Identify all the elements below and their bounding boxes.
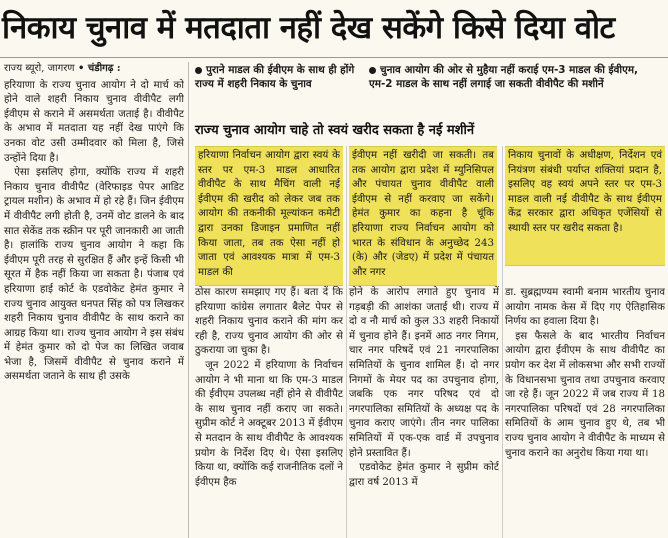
highlight-box: हरियाणा निर्वाचन आयोग द्वारा स्वयं के स्तर पर एम-3 माडल आधारित वीवीपैट के साथ मैचिंग वाली नई ईवीएम की खरीद को लेकर जब तक आयोग की तकनीकी मूल्यांकन कमेटी द्वारा उनका डिजाइन प्रमाणित नहीं किया जाता, तब तक ऐसा नहीं हो जाता एवं आवश्यक मात्रा में एम-3 माडल की [195, 146, 343, 286]
bullet-point: पुराने माडल की ईवीएम के साथ ही होंगे राज्य में शहरी निकाय के चुनाव [195, 64, 355, 90]
column-divider [502, 146, 503, 538]
bullet-icon [195, 67, 202, 74]
paragraph: हरियाणा के राज्य चुनाव आयोग ने दो मार्च को होने वाले शहरी निकाय चुनाव वीवीपैट लगी ईवीएम से कराने में असमर्थता जताई है। वीवीपैट के अभाव में मतदाता यह नहीं देख पाएंगे कि उनका वोट उसी उम्मीदवार को मिला है, जिसे उन्होंने दिया है। [4, 79, 184, 164]
highlight-box: ईवीएम नहीं खरीदी जा सकती। तब तक आयोग द्वारा प्रदेश में म्युनिसिपल और पंचायत चुनाव वीवीपैट वाली ईवीएम से नहीं करवाए जा सकेंगे। हेमंत कुमार का कहना है चूंकि हरियाणा राज्य निर्वाचन आयोग को भारत के संविधान के अनुच्छेद 243 (के) और (जेडए) में प्रदेश में पंचायत और नगर [349, 146, 497, 286]
byline: राज्य ब्यूरो, जागरण • चंडीगढ़ : [4, 63, 121, 74]
column-2 [195, 286, 343, 538]
column-4 [505, 286, 665, 538]
byline-source: राज्य ब्यूरो, जागरण [4, 63, 75, 74]
paragraph: ऐसा इसलिए होगा, क्योंकि राज्य में शहरी निकाय चुनाव वीवीपैट (वेरिफाइड पेपर आडिट ट्रायल मशीन) के अभाव में हो रहे हैं। जिन ईवीएम में वीवीपैट लगी होती है, उनमें वोट डालने के बाद सात सेकेंड तक स्क्रीन पर पूरी जानकारी आ जाती है। हालांकि राज्य चुनाव आयोग ने कहा कि ईवीएम पूरी तरह से सुरक्षित हैं और इन्हें किसी भी सूरत में हैक नहीं किया जा सकता है। पंजाब एवं हरियाणा हाई कोर्ट के एडवोकेट हेमंत कुमार ने राज्य चुनाव आयुक्त धनपत सिंह को पत्र लिखकर शहरी निकाय चुनाव वीवीपैट के साथ कराने का आग्रह किया था। राज्य चुनाव आयोग ने इस संबंध में हेमंत कुमार को दो पेज का लिखित जवाब भेजा है, जिसमें वीवीपैट से चुनाव कराने में असमर्थता जताने के साथ ही उसके [4, 167, 184, 383]
highlight-box: निकाय चुनावों के अधीक्षण, निर्देशन एवं नियंत्रण संबंधी पर्याप्त शक्तियां प्रदान है, इसलिए वह स्वयं अपने स्तर पर एम-3 माडल वाली नई वीवीपैट के साथ ईवीएम केंद्र सरकार द्वारा अधिकृत एजेंसियों से स्थायी स्तर पर खरीद सकता है। [505, 146, 665, 266]
bullet-icon [369, 67, 376, 74]
paragraph: डा. सुब्रह्मण्यम स्वामी बनाम भारतीय चुनाव आयोग नामक केस में दिए गए ऐतिहासिक निर्णय का हवाला दिया है। [505, 287, 665, 328]
column-3 [349, 286, 499, 538]
paragraph: होने के आरोप लगाते हुए चुनाव में गड़बड़ी की आशंका जताई थी। राज्य में दो व नौ मार्च को कुल 33 शहरी निकायों में चुनाव होने हैं। इनमें आठ नगर निगम, चार नगर परिषदें एवं 21 नगरपालिका समितियों के चुनाव शामिल हैं। दो नगर निगमों के मेयर पद का उपचुनाव होगा, जबकि एक नगर परिषद एवं दो नगरपालिका समितियों के अध्यक्ष पद के चुनाव कराए जाएंगे। तीन नगर पालिका समितियों में एक-एक वार्ड में उपचुनाव होने प्रस्तावित हैं। [349, 287, 499, 459]
paragraph: ठोस कारण समझाए गए हैं। बता दें कि हरियाणा कांग्रेस लगातार बैलेट पेपर से शहरी निकाय चुनाव कराने की मांग कर रही है, राज्य चुनाव आयोग की ओर से ठुकराया जा चुका है। [195, 287, 343, 357]
bullet-points [195, 62, 665, 114]
bullet-point: चुनाव आयोग की ओर से मुहैया नहीं कराई एम-3 माडल की ईवीएम, एम-2 माडल के साथ नहीं लगाई जा सकती वीवीपैट की मशीनें [369, 64, 638, 90]
column-divider [346, 146, 347, 538]
column-divider [188, 62, 189, 538]
column-1 [4, 62, 184, 538]
paragraph: जून 2022 में हरियाणा के निर्वाचन आयोग ने भी माना था कि एम-3 माडल की ईवीएम उपलब्ध नहीं होने से वीवीपैट के साथ चुनाव नहीं कराए जा सकते। सुप्रीम कोर्ट ने अक्टूबर 2013 में ईवीएम से मतदान के साथ वीवीपैट के आवश्यक प्रयोग के निर्देश दिए थे। ऐसा इसलिए किया था, क्योंकि कई राजनीतिक दलों ने ईवीएम हैक [195, 359, 343, 488]
headline: निकाय चुनाव में मतदाता नहीं देख सकेंगे किसे दिया वोट [2, 10, 615, 46]
subheading: राज्य चुनाव आयोग चाहे तो स्वयं खरीद सकता है नई मशीनें [195, 123, 475, 138]
paragraph: एडवोकेट हेमंत कुमार ने सुप्रीम कोर्ट द्वारा वर्ष 2013 में [349, 462, 499, 488]
byline-place: चंडीगढ़ : [87, 63, 121, 74]
paragraph: इस फैसले के बाद भारतीय निर्वाचन आयोग द्वारा ईवीएम के साथ वीवीपैट का प्रयोग कर देश में लोकसभा और सभी राज्यों के विधानसभा चुनाव तथा उपचुनाव करवाए जा रहे हैं। जून 2022 में जब राज्य में 18 नगरपालिका परिषदों एवं 28 नगरपालिका समितियों के आम चुनाव हुए थे, तब भी राज्य चुनाव आयोग ने वीवीपैट के माध्यम से चुनाव कराने का अनुरोध किया गया था। [505, 330, 665, 459]
headline-divider [0, 57, 668, 58]
